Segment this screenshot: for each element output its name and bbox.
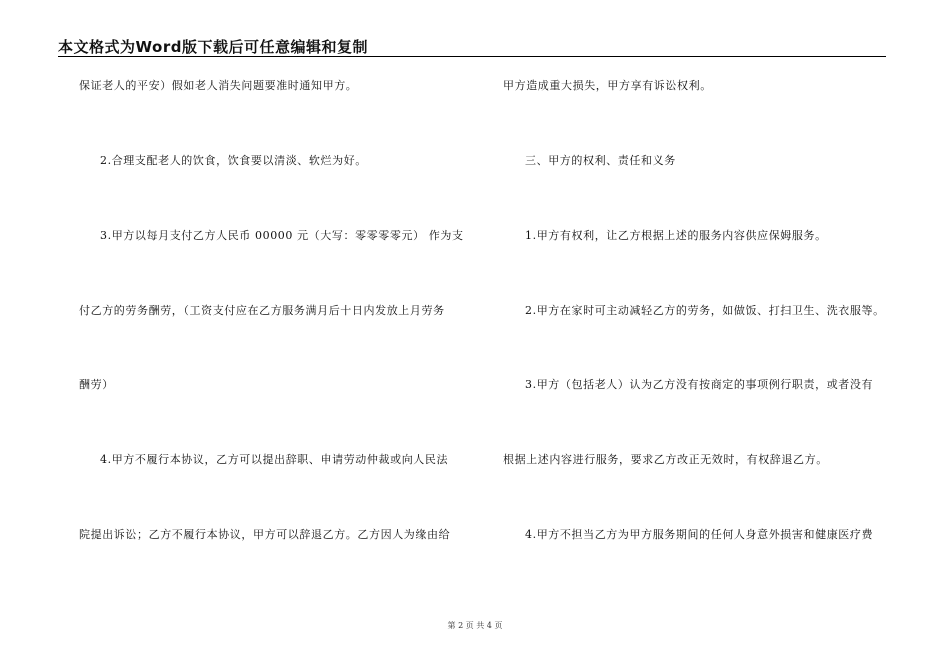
left-line-4: 付乙方的劳务酬劳，（工资支付应在乙方服务满月后十日内发放上月劳务	[79, 304, 445, 317]
right-line-2: 三、甲方的权利、责任和义务	[525, 154, 676, 167]
document-header: 本文格式为Word版下载后可任意编辑和复制	[58, 38, 368, 56]
left-line-2: 2.合理支配老人的饮食，饮食要以清淡、软烂为好。	[100, 154, 367, 167]
right-line-1: 甲方造成重大损失，甲方享有诉讼权利。	[503, 79, 712, 92]
right-line-7: 4.甲方不担当乙方为甲方服务期间的任何人身意外损害和健康医疗费	[525, 528, 874, 541]
right-line-3: 1.甲方有权利，让乙方根据上述的服务内容供应保姆服务。	[525, 229, 827, 242]
right-line-5: 3.甲方（包括老人）认为乙方没有按商定的事项例行职责，或者没有	[525, 378, 874, 391]
left-line-5: 酬劳）	[79, 378, 114, 391]
page-number: 第 2 页 共 4 页	[447, 621, 503, 630]
left-line-1: 保证老人的平安）假如老人消失问题要准时通知甲方。	[79, 79, 358, 92]
left-line-7: 院提出诉讼；乙方不履行本协议，甲方可以辞退乙方。乙方因人为缘由给	[79, 528, 451, 541]
header-divider	[58, 56, 886, 57]
right-line-4: 2.甲方在家时可主动减轻乙方的劳务，如做饭、打扫卫生、洗衣服等。	[525, 304, 885, 317]
left-line-6: 4.甲方不履行本协议，乙方可以提出辞职、申请劳动仲裁或向人民法	[100, 453, 449, 466]
left-line-3: 3.甲方以每月支付乙方人民币 00000 元（大写：零零零零元） 作为支	[100, 229, 464, 242]
right-line-6: 根据上述内容进行服务，要求乙方改正无效时，有权辞退乙方。	[503, 453, 828, 466]
